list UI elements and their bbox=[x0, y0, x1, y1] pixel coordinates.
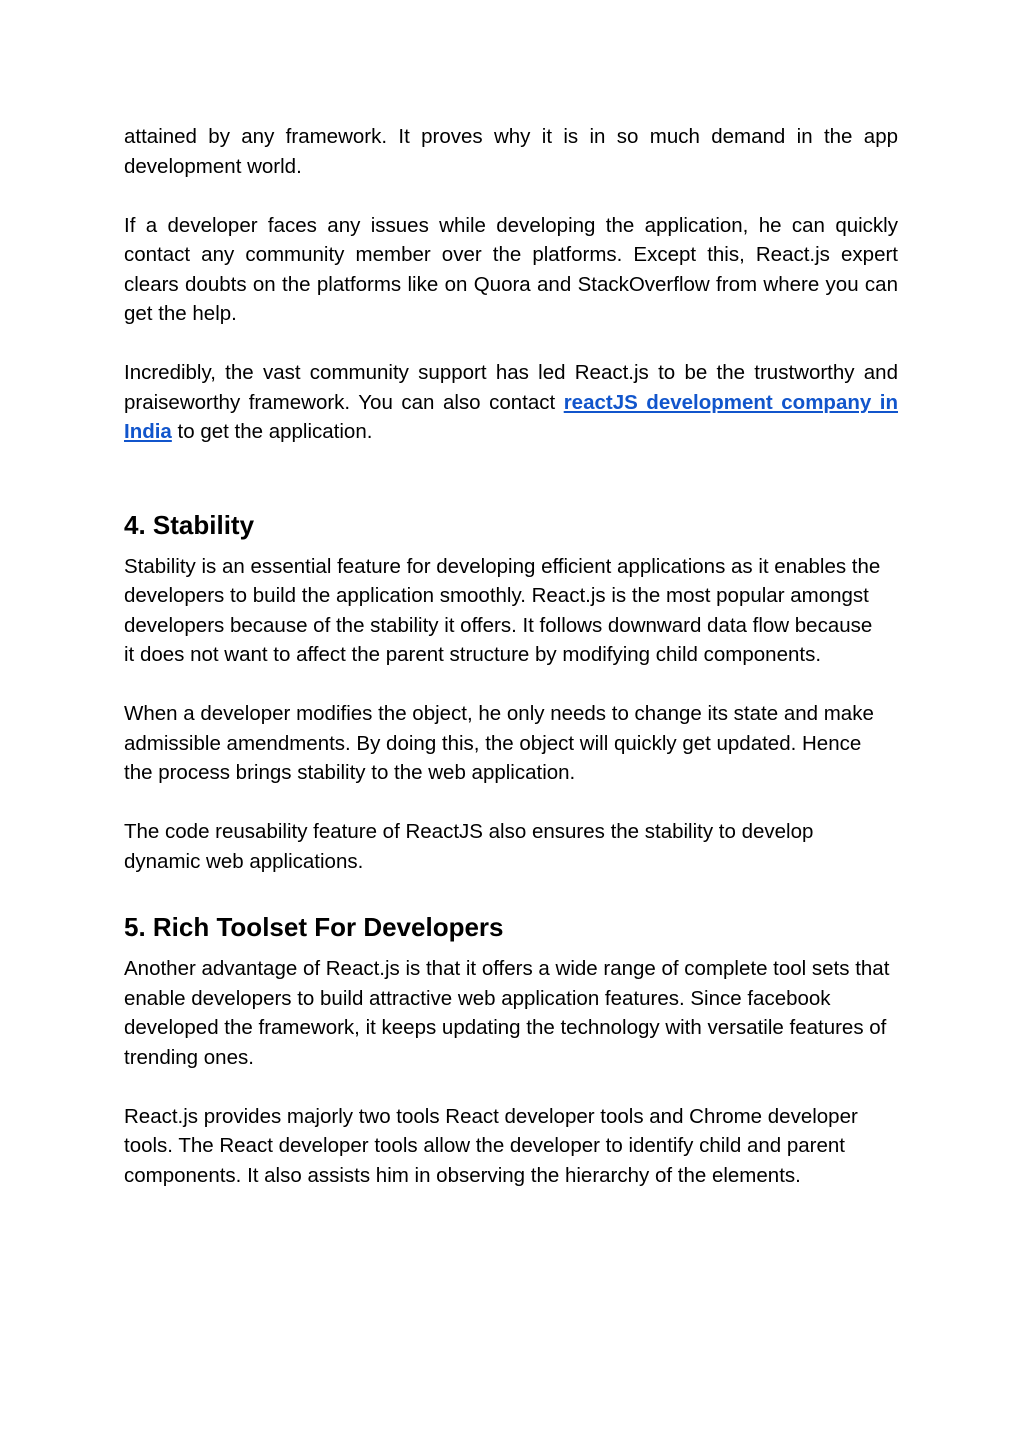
document-page bbox=[124, 122, 898, 1190]
spacer bbox=[124, 1072, 898, 1102]
spacer bbox=[124, 181, 898, 211]
paragraph-community-support bbox=[124, 358, 898, 447]
paragraph-community-contact: If a developer faces any issues while developing the application, he can quickly contact any community member over the platforms. Except this, React.js expert clears doubts on the platforms like on Quora and StackOverflow from where you can get the help. bbox=[124, 213, 898, 325]
stability-paragraph: Stability is an essential feature for developing efficient applications as it enables the developers to build the application smoothly. React.js is the most popular amongst developers because of the stability it offers. It follows downward data flow because it does not want to affect the parent structure by modifying child components. bbox=[124, 554, 881, 666]
toolset-paragraph: Another advantage of React.js is that it offers a wide range of complete tool sets that enable developers to build attractive web application features. Since facebook developed the framework, it keeps updating the technology with versatile features of trending ones. bbox=[124, 957, 890, 1069]
spacer bbox=[124, 670, 898, 700]
spacer bbox=[124, 329, 898, 359]
stability-paragraph: When a developer modifies the object, he only needs to change its state and make admissible amendments. By doing this, the object will quickly get updated. Hence the process brings stability to the web application. bbox=[124, 702, 874, 784]
reactjs-company-link[interactable]: reactJS development company in India bbox=[124, 390, 899, 443]
stability-paragraph: The code reusability feature of ReactJS also ensures the stability to develop dynamic web applications. bbox=[124, 820, 814, 873]
spacer bbox=[124, 944, 898, 954]
paragraph-text-after-link: to get the application. bbox=[171, 420, 373, 443]
paragraph-text-before-link: Incredibly, the vast community support has led React.js to be the trustworthy and praiseworthy framework. You can also contact bbox=[124, 361, 898, 414]
spacer bbox=[124, 542, 898, 552]
section-heading-rich-toolset: 5. Rich Toolset For Developers bbox=[124, 912, 504, 942]
paragraph-intro: attained by any framework. It proves why it is in so much demand in the app development world. bbox=[124, 125, 898, 178]
spacer bbox=[124, 447, 898, 508]
spacer bbox=[124, 788, 898, 818]
section-heading-stability: 4. Stability bbox=[124, 509, 255, 540]
toolset-paragraph: React.js provides majorly two tools React developer tools and Chrome developer tools. The React developer tools allow the developer to identify child and parent components. It also assists him in observing the hierarchy of the elements. bbox=[124, 1104, 858, 1187]
spacer bbox=[124, 876, 898, 910]
